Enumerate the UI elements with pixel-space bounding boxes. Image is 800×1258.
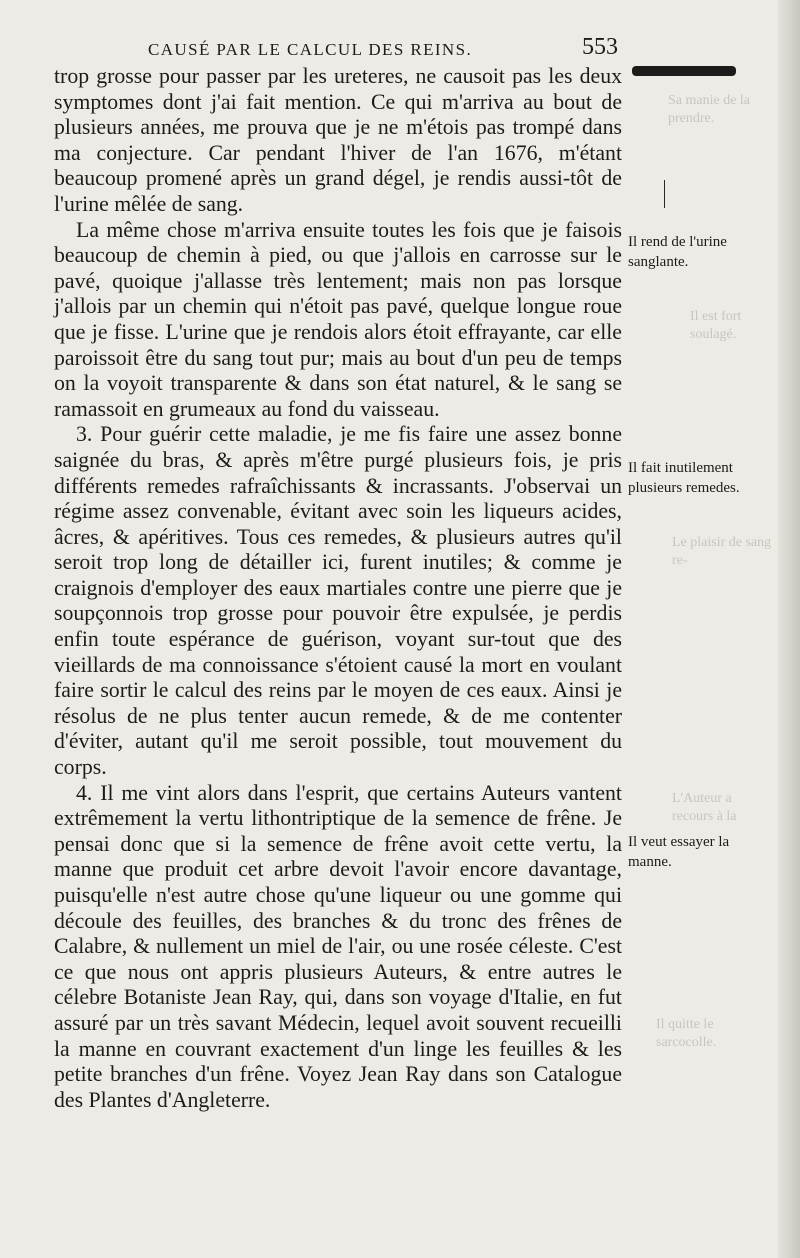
body-text: [54, 64, 622, 1113]
ink-mark: [664, 180, 665, 208]
page-number: 553: [582, 34, 618, 60]
page-header: [148, 34, 618, 64]
margin-note-remedes: Il fait inutilement plusieurs remedes.: [628, 460, 740, 496]
margin-note-manne: Il veut essayer la manne.: [628, 834, 730, 870]
show-through-text: Il quitte le sarcocolle.: [656, 1017, 717, 1050]
running-head: CAUSÉ PAR LE CALCUL DES REINS.: [148, 40, 473, 59]
paragraph-2: La même chose m'arriva ensuite toutes les fois que je faisois beaucoup de chemin à pied, ou que j'allois en carrosse sur le pavé, quoique j'allasse très lentement; mais non pas lorsque j'allois par un chemin qui n'étoit pas pavé, quelque longue roue que je fisse. L'urine que je rendois alors étoit effrayante, car elle paroissoit être du sang tout pur; mais au bout d'un peu de temps on la voyoit transparente & dans son état naturel, & le sang se ramassoit en grumeaux au fond du vaisseau.: [54, 217, 622, 421]
paragraph-4: 4. Il me vint alors dans l'esprit, que certains Auteurs vantent extrêmement la vertu lithontriptique de la semence de frêne. Je pensai donc que si la semence de frêne avoit cette vertu, la manne que produit cet arbre devoit l'avoir encore davantage, puisqu'elle n'est autre chose qu'une liqueur ou une gomme qui découle des feuilles, des branches & du tronc des frênes de Calabre, & nullement un miel de l'air, ou une rosée céleste. C'est ce que nous ont appris plusieurs Auteurs, & entre autres le célebre Botaniste Jean Ray, qui, dans son voyage d'Italie, en fut assuré par un très savant Médecin, lequel avoit souvent recueilli la manne en couvrant exactement d'un linge les feuilles & les petite branches d'un frêne. Voyez Jean Ray dans son Catalogue des Plantes d'Angleterre.: [54, 780, 622, 1112]
paragraph-1: trop grosse pour passer par les ureteres, ne causoit pas les deux symptomes dont j'ai fait mention. Ce qui m'arriva au bout de plusieurs années, me prouva que je ne m'étois pas trompé dans ma conjecture. Car pendant l'hiver de l'an 1676, m'étant beaucoup promené après un grand dégel, je rendis aussi-tôt de l'urine mêlée de sang.: [54, 64, 622, 216]
margin-note-urine: Il rend de l'urine sanglante.: [628, 234, 727, 270]
show-through-text: Sa manie de la prendre.: [668, 93, 751, 126]
page-edge: [778, 0, 800, 1258]
ornament-rule-icon: [632, 66, 736, 76]
show-through-text: Il est fort soulagé.: [690, 309, 742, 342]
show-through-text: Le plaisir de sang re-: [672, 535, 772, 568]
show-through-text: L'Auteur a recours à la: [672, 791, 737, 824]
paragraph-3: 3. Pour guérir cette maladie, je me fis faire une assez bonne saignée du bras, & après m'être purgé plusieurs fois, je pris différents remedes rafraîchissants & incrassants. J'observai un régime assez convenable, évitant avec soin les liqueurs acides, âcres, & apéritives. Tous ces remedes, & plusieurs autres qu'il seroit trop long de détailler ici, furent inutiles; & comme je craignois d'employer des eaux martiales contre une pierre que je soupçonnois trop grosse pour pouvoir être expulsée, je perdis enfin toute espérance de guérison, voyant sur-tout que des vieillards de ma connoissance s'étoient causé la mort en voulant faire sortir le calcul des reins par le moyen de ces eaux. Ainsi je résolus de ne plus tenter aucun remede, & de me contenter d'éviter, autant qu'il me seroit possible, tout mouvement du corps.: [54, 422, 622, 780]
